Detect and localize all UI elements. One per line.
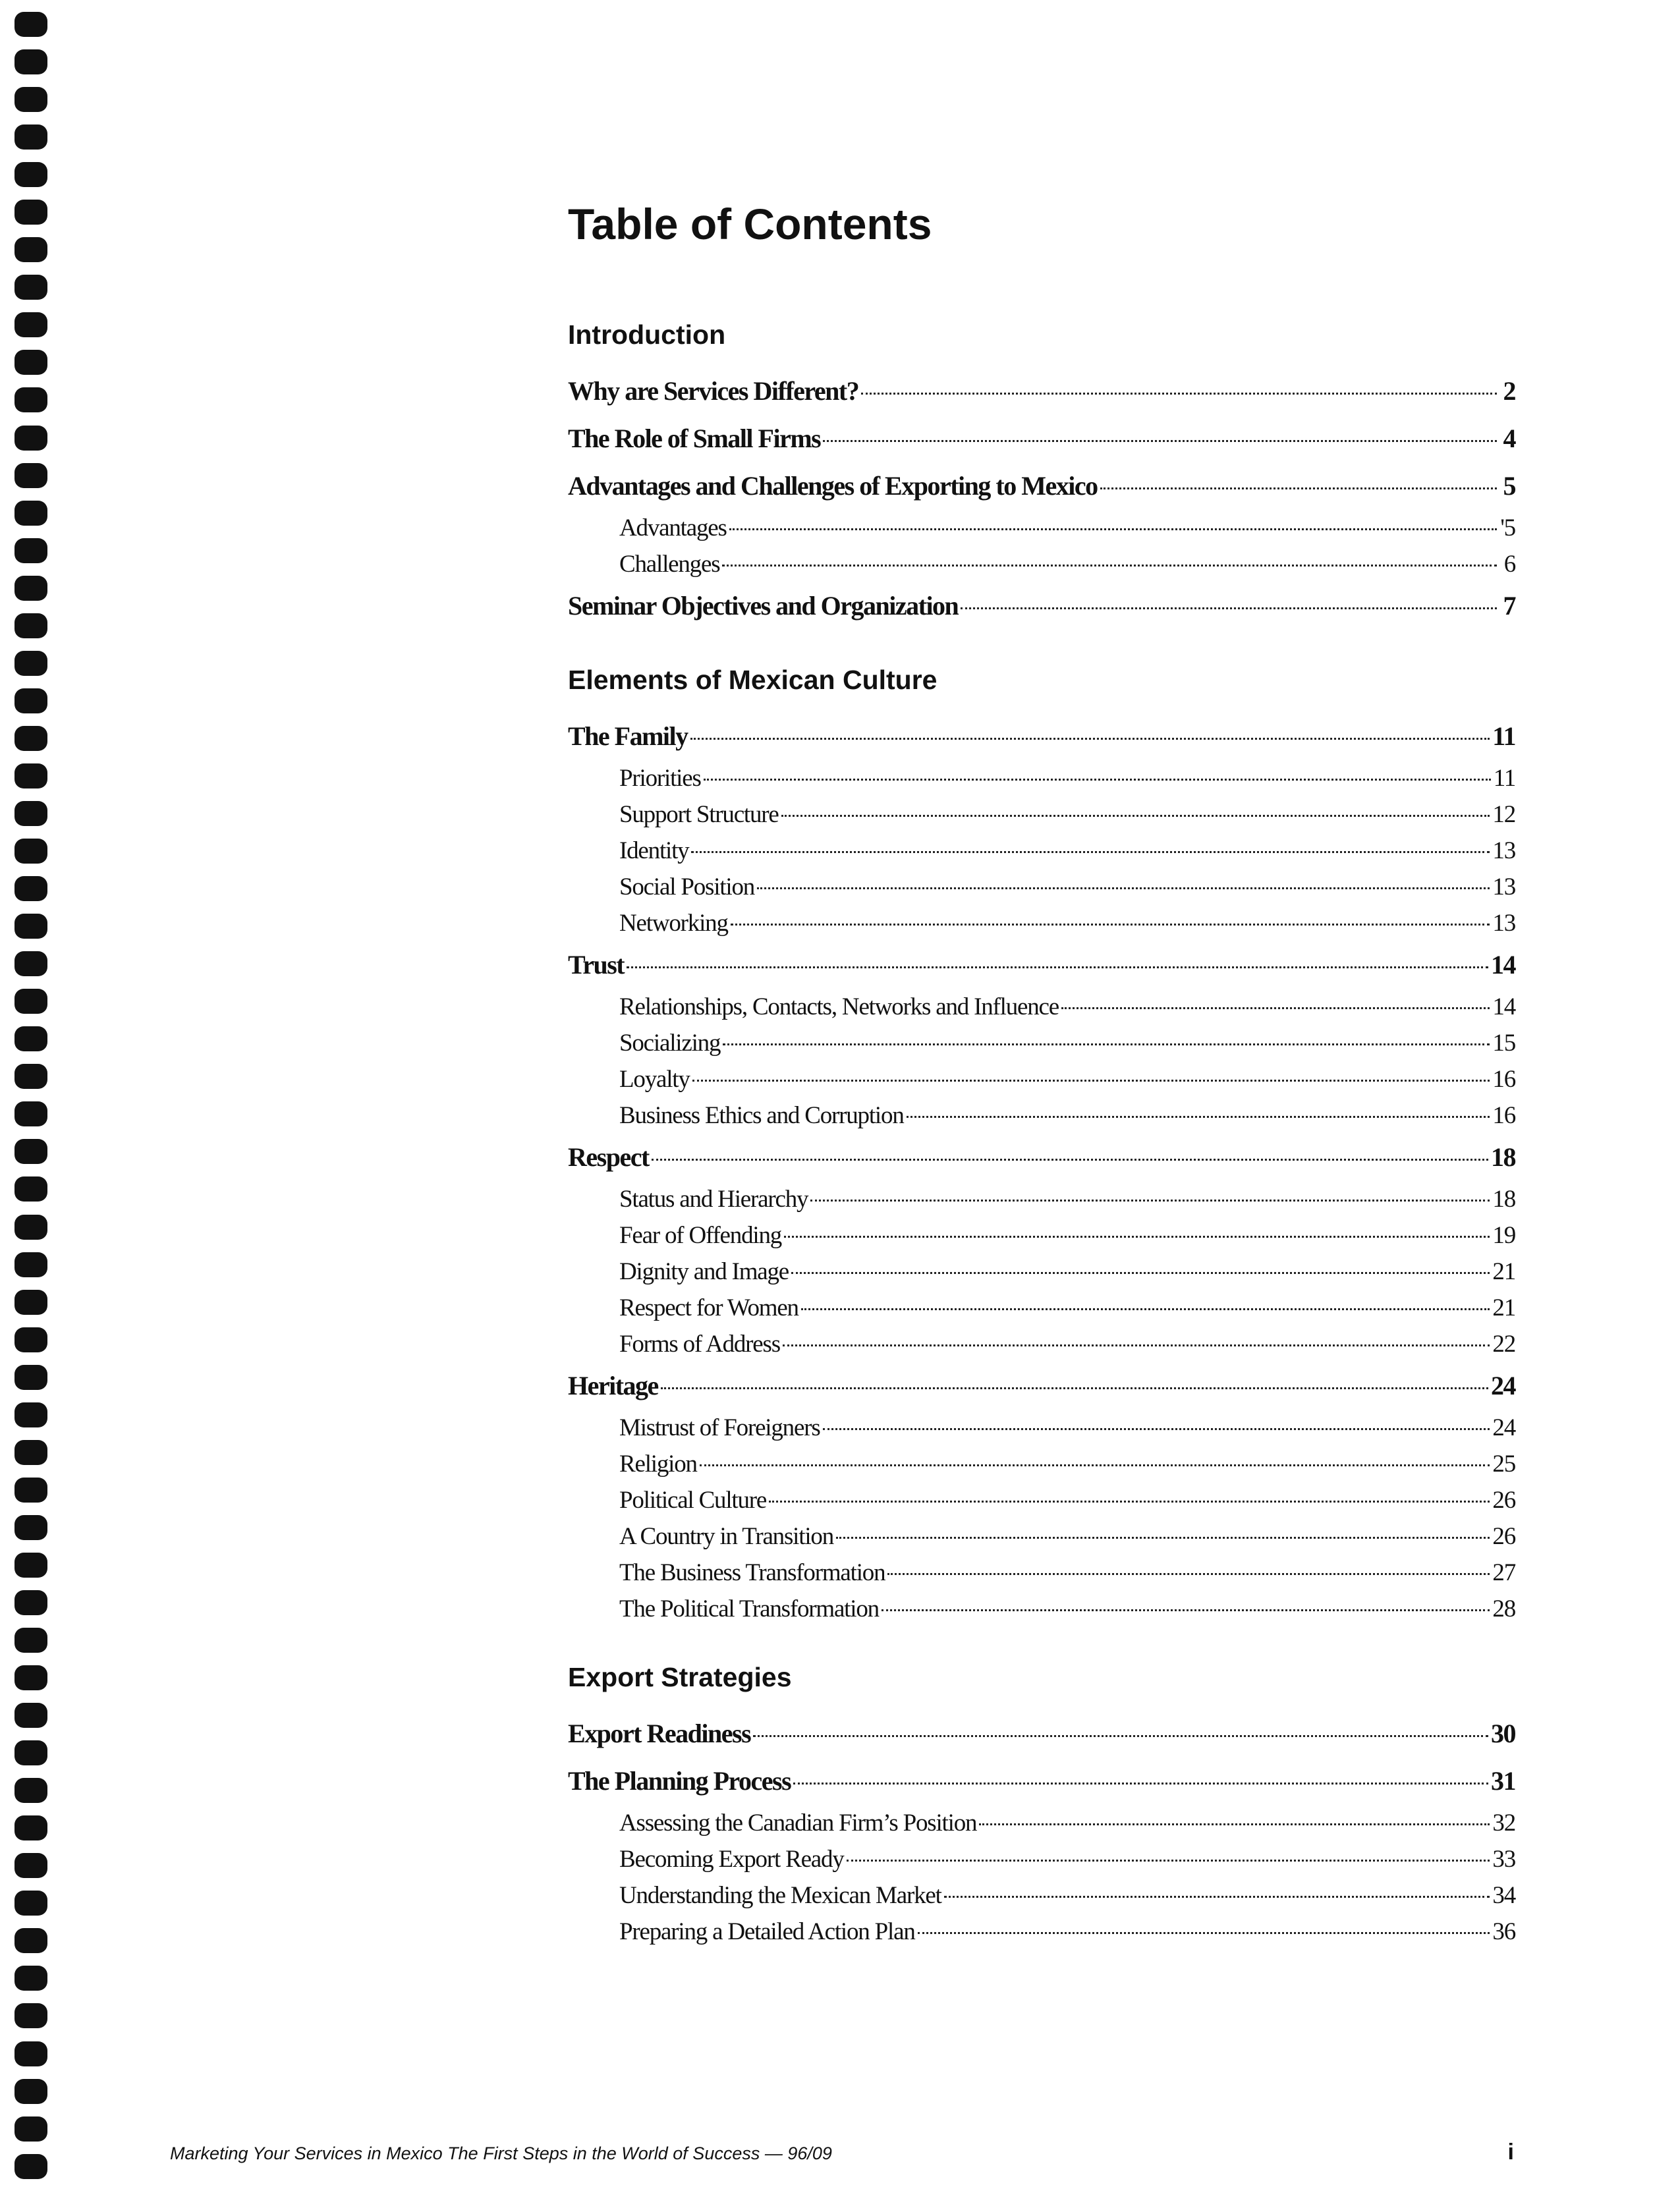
toc-page-number: 32: [1492, 1810, 1515, 1837]
binding-hole: [14, 387, 47, 412]
dot-leader: [753, 1735, 1488, 1737]
binding-hole: [14, 1515, 47, 1540]
toc-subentry[interactable]: [568, 1841, 1515, 1877]
toc-entry-label: Status and Hierarchy: [619, 1186, 808, 1213]
section-heading: Elements of Mexican Culture: [568, 665, 938, 695]
toc-subentry[interactable]: [568, 1410, 1515, 1446]
footer-text: Marketing Your Services in Mexico The First Steps in the World of Success — 96/09: [170, 2144, 832, 2163]
toc-page-number: 21: [1492, 1258, 1515, 1285]
dot-leader: [1100, 487, 1497, 489]
binding-hole: [14, 688, 47, 713]
dot-leader: [652, 1159, 1488, 1161]
toc-entry[interactable]: [568, 713, 1515, 760]
toc-entry[interactable]: [568, 368, 1515, 415]
toc-entry-label: Fear of Offending: [619, 1222, 782, 1249]
toc-entry-label: Social Position: [619, 873, 755, 900]
binding-hole: [14, 1740, 47, 1765]
toc-entry-label: Advantages: [619, 514, 727, 541]
toc-page-number: 21: [1492, 1294, 1515, 1321]
toc-entry-label: Export Readiness: [568, 1719, 751, 1748]
page-footer: [170, 2140, 1514, 2165]
toc-section: [568, 1657, 1515, 1950]
binding-hole: [14, 1327, 47, 1352]
toc-entry-label: Political Culture: [619, 1487, 767, 1514]
binding-hole: [14, 1966, 47, 1991]
toc-subentry[interactable]: [568, 1097, 1515, 1134]
binding-hole: [14, 426, 47, 451]
dot-leader: [784, 1236, 1490, 1238]
binding-hole: [14, 989, 47, 1014]
toc-entry[interactable]: [568, 462, 1515, 510]
dot-leader: [944, 1896, 1490, 1898]
binding-hole: [14, 1590, 47, 1615]
toc-subentry[interactable]: [568, 796, 1515, 833]
toc-page-number: 13: [1492, 837, 1515, 864]
toc-page-number: '5: [1500, 514, 1515, 541]
binding-hole: [14, 1176, 47, 1202]
dot-leader: [810, 1200, 1490, 1202]
toc-entry[interactable]: [568, 941, 1515, 989]
toc-page-number: 14: [1491, 950, 1515, 980]
toc-page-number: 22: [1492, 1331, 1515, 1358]
toc-entry-label: Socializing: [619, 1030, 721, 1057]
toc-entry-label: A Country in Transition: [619, 1523, 834, 1550]
toc-page-number: 24: [1492, 1414, 1515, 1441]
toc-entry[interactable]: [568, 1362, 1515, 1410]
toc-entry-label: Respect for Women: [619, 1294, 798, 1321]
dot-leader: [793, 1783, 1488, 1784]
toc-page-number: 36: [1492, 1918, 1515, 1945]
toc-page-number: 25: [1492, 1451, 1515, 1478]
binding-hole: [14, 2003, 47, 2028]
toc-entry-label: The Planning Process: [568, 1766, 791, 1796]
toc-page-number: 14: [1492, 993, 1515, 1020]
toc-entry-label: Becoming Export Ready: [619, 1846, 844, 1873]
dot-leader: [723, 1043, 1490, 1045]
toc-subentry[interactable]: [568, 546, 1515, 582]
binding-hole: [14, 914, 47, 939]
binding-hole: [14, 1628, 47, 1653]
toc-entry-label: The Role of Small Firms: [568, 424, 821, 453]
toc-page-number: 26: [1492, 1487, 1515, 1514]
toc-page-number: 2: [1503, 376, 1515, 406]
toc-subentry[interactable]: [568, 1181, 1515, 1217]
binding-hole: [14, 1891, 47, 1916]
toc-entry-label: Forms of Address: [619, 1331, 780, 1358]
binding-hole: [14, 726, 47, 751]
binding-hole: [14, 312, 47, 337]
dot-leader: [691, 851, 1490, 853]
dot-leader: [731, 924, 1490, 926]
toc-subentry[interactable]: [568, 1025, 1515, 1061]
toc-entry-label: Advantages and Challenges of Exporting to Mexico: [568, 471, 1098, 501]
toc-subentry[interactable]: [568, 905, 1515, 941]
dot-leader: [704, 779, 1491, 781]
binding-hole: [14, 1064, 47, 1089]
toc-page-number: 5: [1503, 471, 1515, 501]
toc-page-number: 30: [1491, 1719, 1515, 1748]
toc-subentry[interactable]: [568, 1290, 1515, 1326]
binding-hole: [14, 2079, 47, 2104]
dot-leader: [1061, 1007, 1490, 1009]
binding-hole: [14, 200, 47, 225]
toc-page-number: 24: [1491, 1371, 1515, 1400]
binding-hole: [14, 1026, 47, 1051]
toc-entry[interactable]: [568, 1757, 1515, 1805]
toc-page-number: 7: [1503, 591, 1515, 621]
binding-hole: [14, 501, 47, 526]
dot-leader: [907, 1116, 1490, 1118]
binding-hole: [14, 1290, 47, 1315]
toc-subentry[interactable]: [568, 1914, 1515, 1950]
binding-hole: [14, 12, 47, 37]
toc-page-number: 11: [1492, 721, 1515, 751]
page-title: Table of Contents: [568, 200, 932, 248]
binding-hole: [14, 2154, 47, 2179]
toc-subentry[interactable]: [568, 1877, 1515, 1914]
binding-hole: [14, 2041, 47, 2066]
binding-hole: [14, 801, 47, 826]
toc-entry-label: Networking: [619, 910, 728, 937]
toc-page-number: 16: [1492, 1102, 1515, 1129]
toc-entry[interactable]: [568, 1710, 1515, 1757]
dot-leader: [781, 815, 1490, 817]
dot-leader: [961, 607, 1497, 609]
dot-leader: [791, 1272, 1490, 1274]
toc-page-number: 27: [1492, 1559, 1515, 1586]
binding-hole: [14, 538, 47, 563]
toc-entry-label: Support Structure: [619, 801, 779, 828]
toc-page-number: 4: [1503, 424, 1515, 453]
binding-hole: [14, 1853, 47, 1878]
dot-leader: [847, 1860, 1490, 1862]
binding-hole: [14, 87, 47, 112]
toc-entry[interactable]: [568, 1134, 1515, 1181]
toc-entry-label: Trust: [568, 950, 625, 980]
binding-hole: [14, 1553, 47, 1578]
dot-leader: [887, 1573, 1490, 1575]
binding-hole: [14, 1215, 47, 1240]
binding-hole: [14, 876, 47, 901]
toc-entry-label: Identity: [619, 837, 689, 864]
binding-hole: [14, 1252, 47, 1277]
toc-section: [568, 660, 1515, 1627]
toc-entry-label: Dignity and Image: [619, 1258, 789, 1285]
toc-page-number: 13: [1492, 873, 1515, 900]
toc-page-number: 6: [1503, 551, 1515, 578]
toc-subentry[interactable]: [568, 510, 1515, 546]
section-heading: Export Strategies: [568, 1662, 792, 1692]
toc-subentry[interactable]: [568, 1555, 1515, 1591]
toc-page-number: 33: [1492, 1846, 1515, 1873]
toc-subentry[interactable]: [568, 989, 1515, 1025]
toc-entry[interactable]: [568, 415, 1515, 462]
toc-entry-label: Relationships, Contacts, Networks and Influence: [619, 993, 1059, 1020]
toc-entry-label: Respect: [568, 1142, 649, 1172]
binding-hole: [14, 275, 47, 300]
footer-page-number: i: [1507, 2140, 1514, 2165]
toc-page-number: 26: [1492, 1523, 1515, 1550]
binding-hole: [14, 613, 47, 638]
binding-hole: [14, 162, 47, 187]
toc-subentry[interactable]: [568, 1805, 1515, 1841]
binding-hole: [14, 951, 47, 976]
toc-subentry[interactable]: [568, 833, 1515, 869]
dot-leader: [692, 1080, 1490, 1082]
toc-page-number: 28: [1492, 1595, 1515, 1622]
dot-leader: [769, 1501, 1490, 1503]
toc-page-number: 11: [1493, 765, 1515, 792]
dot-leader: [801, 1308, 1490, 1310]
binding-hole: [14, 1478, 47, 1503]
dot-leader: [783, 1344, 1490, 1346]
toc-page-number: 19: [1492, 1222, 1515, 1249]
binding-hole: [14, 1101, 47, 1126]
binding-hole: [14, 124, 47, 150]
dot-leader: [836, 1537, 1490, 1539]
dot-leader: [729, 528, 1497, 530]
toc-entry-label: The Business Transformation: [619, 1559, 885, 1586]
binding-hole: [14, 763, 47, 788]
toc-entry-label: Seminar Objectives and Organization: [568, 591, 959, 621]
binding-hole: [14, 1815, 47, 1840]
toc-entry-label: Loyalty: [619, 1066, 690, 1093]
toc-entry-label: Religion: [619, 1451, 697, 1478]
binding-hole: [14, 651, 47, 676]
binding-hole: [14, 1703, 47, 1728]
binding-hole: [14, 839, 47, 864]
toc-subentry[interactable]: [568, 1217, 1515, 1254]
toc-subentry[interactable]: [568, 1254, 1515, 1290]
toc-page-number: 34: [1492, 1882, 1515, 1909]
dot-leader: [627, 966, 1488, 968]
dot-leader: [882, 1609, 1490, 1611]
toc-page-number: 13: [1492, 910, 1515, 937]
toc-content: [568, 191, 1515, 1950]
dot-leader: [722, 565, 1497, 567]
toc-page-number: 31: [1491, 1766, 1515, 1796]
binding-hole: [14, 1928, 47, 1953]
toc-subentry[interactable]: [568, 1326, 1515, 1362]
spiral-binding: [14, 12, 51, 2179]
toc-entry-label: Assessing the Canadian Firm’s Position: [619, 1810, 977, 1837]
toc-page-number: 12: [1492, 801, 1515, 828]
toc-entry-label: Why are Services Different?: [568, 376, 859, 406]
toc-entry-label: Business Ethics and Corruption: [619, 1102, 904, 1129]
toc-subentry[interactable]: [568, 760, 1515, 796]
toc-page-number: 15: [1492, 1030, 1515, 1057]
dot-leader: [823, 440, 1497, 442]
binding-hole: [14, 1365, 47, 1390]
binding-hole: [14, 237, 47, 262]
toc-entry-label: Heritage: [568, 1371, 658, 1400]
dot-leader: [661, 1387, 1488, 1389]
dot-leader: [757, 887, 1490, 889]
toc-page-number: 18: [1491, 1142, 1515, 1172]
binding-hole: [14, 1665, 47, 1690]
toc-entry[interactable]: [568, 582, 1515, 630]
toc-entry-label: Challenges: [619, 551, 720, 578]
binding-hole: [14, 1139, 47, 1164]
toc-entry-label: The Family: [568, 721, 688, 751]
binding-hole: [14, 463, 47, 488]
binding-hole: [14, 576, 47, 601]
binding-hole: [14, 350, 47, 375]
section-heading: Introduction: [568, 319, 726, 350]
binding-hole: [14, 1778, 47, 1803]
toc-page-number: 18: [1492, 1186, 1515, 1213]
toc-entry-label: Preparing a Detailed Action Plan: [619, 1918, 915, 1945]
dot-leader: [861, 393, 1497, 395]
binding-hole: [14, 2116, 47, 2142]
toc-subentry[interactable]: [568, 1446, 1515, 1482]
toc-subentry[interactable]: [568, 1591, 1515, 1627]
toc-entry-label: Understanding the Mexican Market: [619, 1882, 941, 1909]
toc-section: [568, 315, 1515, 630]
toc-entry-label: Mistrust of Foreigners: [619, 1414, 820, 1441]
toc-subentry[interactable]: [568, 869, 1515, 905]
binding-hole: [14, 49, 47, 74]
dot-leader: [690, 738, 1490, 740]
toc-subentry[interactable]: [568, 1482, 1515, 1518]
binding-hole: [14, 1440, 47, 1465]
dot-leader: [700, 1464, 1490, 1466]
toc-sections: [568, 315, 1515, 1950]
dot-leader: [823, 1428, 1490, 1430]
toc-subentry[interactable]: [568, 1061, 1515, 1097]
toc-subentry[interactable]: [568, 1518, 1515, 1555]
dot-leader: [979, 1823, 1490, 1825]
toc-entry-label: The Political Transformation: [619, 1595, 879, 1622]
dot-leader: [918, 1932, 1490, 1934]
binding-hole: [14, 1402, 47, 1427]
toc-entry-label: Priorities: [619, 765, 701, 792]
toc-page-number: 16: [1492, 1066, 1515, 1093]
